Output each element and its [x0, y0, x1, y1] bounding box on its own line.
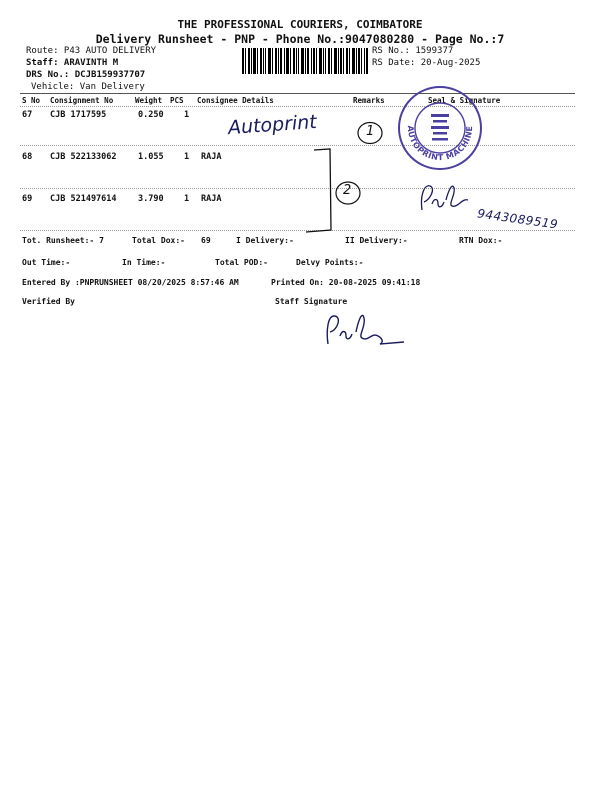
barcode: [242, 48, 368, 74]
rs-number: RS No.: 1599377: [372, 46, 454, 56]
row3-consignment: CJB 521497614: [50, 194, 117, 204]
row2-consignee: RAJA: [201, 152, 222, 162]
row2-consignment: CJB 522133062: [50, 152, 117, 162]
stamp-ring-text: AUTOPRINT MACHINE: [405, 125, 475, 163]
remark-number-2: 2: [343, 183, 352, 198]
row1-consignment: CJB 1717595: [50, 110, 107, 120]
row3-consignee: RAJA: [201, 194, 222, 204]
row2-pcs: 1: [184, 152, 190, 162]
remark-number-1: 1: [366, 124, 375, 139]
col-weight: Weight: [135, 96, 163, 105]
company-title: THE PROFESSIONAL COURIERS, COIMBATORE: [177, 18, 423, 31]
row2-weight: 1.055: [138, 152, 164, 162]
staff-signature: [322, 306, 408, 350]
consignee-signature: [418, 178, 474, 218]
row1-pcs: 1: [184, 110, 190, 120]
row3-divider: [20, 230, 575, 231]
handwritten-autoprint: Autoprint: [227, 110, 318, 140]
out-time: Out Time:-: [22, 258, 71, 267]
total-runsheet: Tot. Runsheet:- 7: [22, 236, 104, 245]
i-delivery: I Delivery:-: [236, 236, 294, 245]
staff-signature-label: Staff Signature: [275, 297, 348, 306]
col-consignee: Consignee Details: [197, 96, 274, 105]
total-pod: Total POD:-: [215, 258, 268, 267]
row3-weight: 3.790: [138, 194, 164, 204]
col-sno: S No: [22, 96, 41, 105]
header-divider: [20, 106, 575, 107]
in-time: In Time:-: [122, 258, 166, 267]
row1-sno: 67: [22, 110, 33, 120]
runsheet-subtitle: Delivery Runsheet - PNP - Phone No.:9047080280 - Page No.:7: [95, 32, 505, 46]
handwritten-phone: 9443089519: [476, 206, 559, 232]
col-consignment: Consignment No: [50, 96, 114, 105]
route-label: Route: P43 AUTO DELIVERY: [26, 46, 157, 56]
row3-pcs: 1: [184, 194, 190, 204]
row1-weight: 0.250: [138, 110, 164, 120]
entered-by: Entered By :PNPRUNSHEET 08/20/2025 8:57:46 AM: [22, 278, 239, 287]
row2-divider: [20, 188, 575, 189]
row2-sno: 68: [22, 152, 33, 162]
drs-label: DRS No.: DCJB159937707: [26, 70, 146, 80]
staff-label: Staff: ARAVINTH M: [26, 58, 119, 68]
col-seal: Seal & Signature: [428, 96, 501, 105]
ii-delivery: II Delivery:-: [345, 236, 408, 245]
row1-divider: [20, 145, 575, 146]
vehicle-label: Vehicle: Van Delivery: [31, 82, 145, 92]
rtn-dox: RTN Dox:-: [459, 236, 503, 245]
total-dox-label: Total Dox:-: [132, 236, 185, 245]
col-pcs: PCS: [170, 96, 184, 105]
printed-on: Printed On: 20-08-2025 09:41:18: [271, 278, 421, 287]
col-remarks: Remarks: [353, 96, 385, 105]
seal-stamp: [396, 84, 484, 172]
row3-sno: 69: [22, 194, 33, 204]
delvy-points: Delvy Points:-: [296, 258, 364, 267]
rs-date: RS Date: 20-Aug-2025: [372, 58, 481, 68]
total-dox-value: 69: [201, 236, 211, 245]
verified-by: Verified By: [22, 297, 75, 306]
table-top-border: [20, 93, 575, 94]
